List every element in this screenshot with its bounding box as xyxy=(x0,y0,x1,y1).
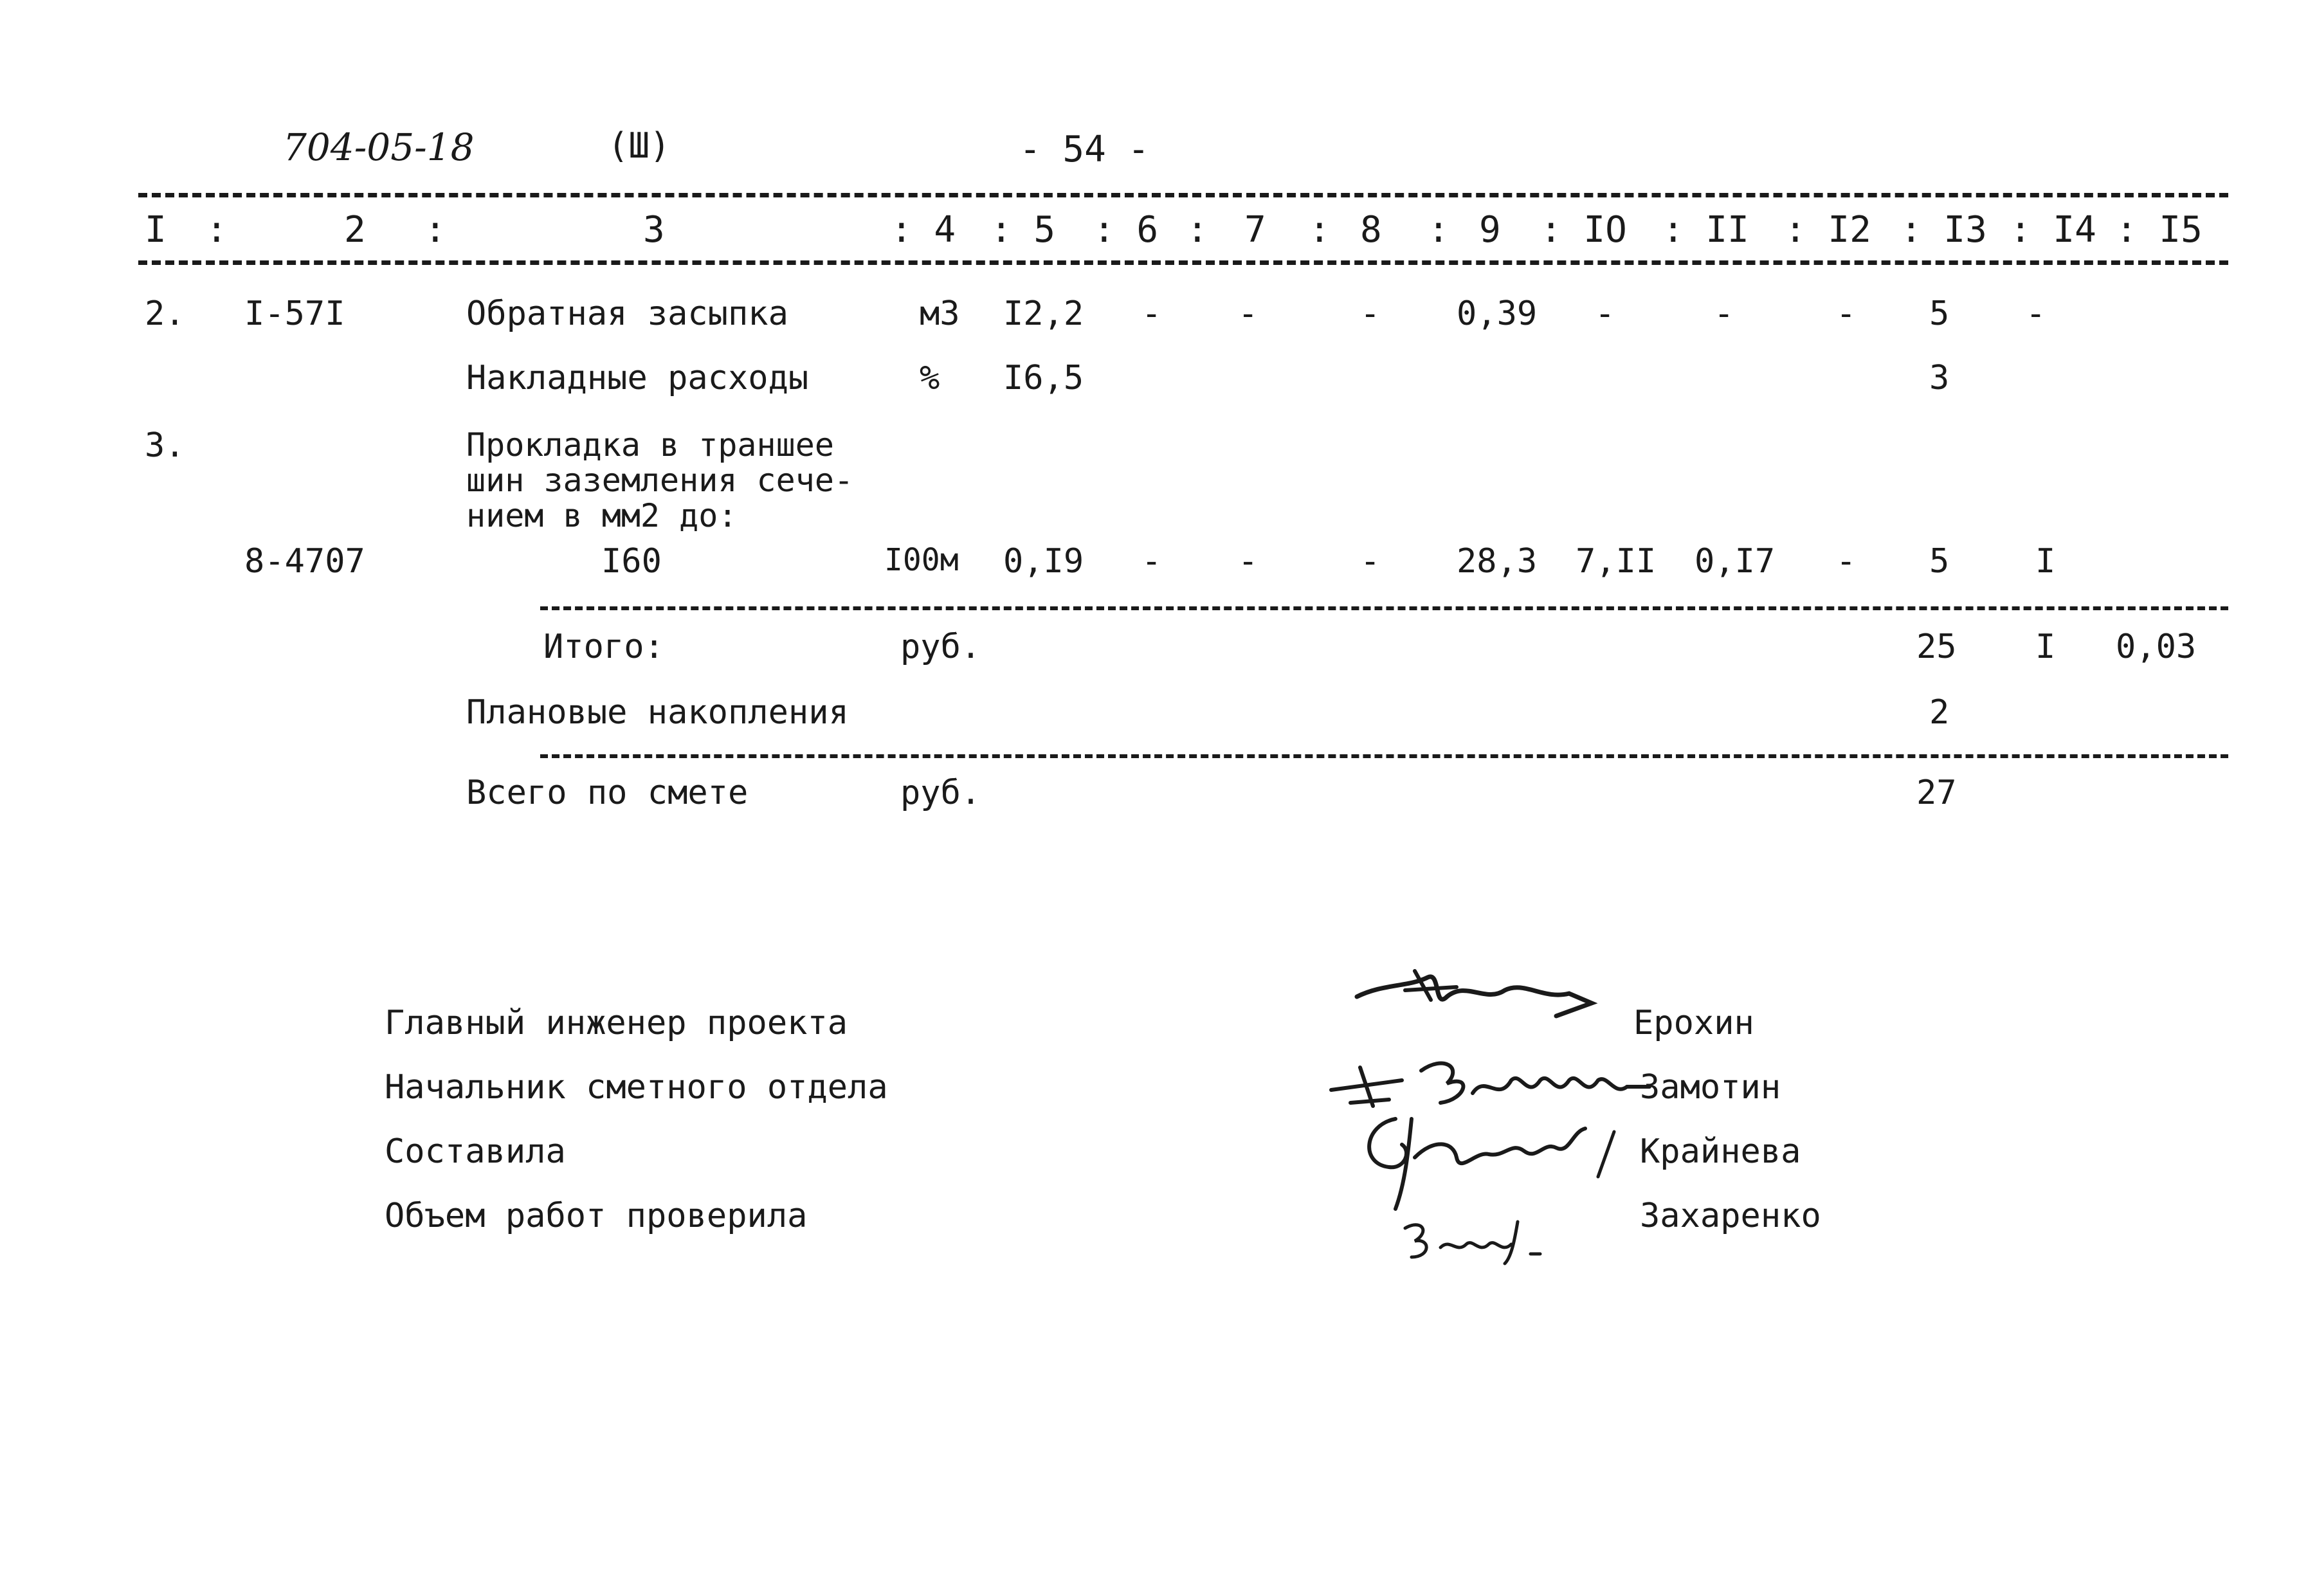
cell-13: 2 xyxy=(1929,693,1950,732)
signature-role: Составила xyxy=(385,1132,566,1171)
cell-6: - xyxy=(1141,542,1162,581)
row-code: 8-4707 xyxy=(244,542,365,581)
cell-11: 0,I7 xyxy=(1695,542,1776,581)
col-head-5: : 5 xyxy=(990,209,1056,251)
col-head-7: 7 xyxy=(1244,209,1266,251)
cell-13: 3 xyxy=(1929,359,1950,397)
row-unit: м3 xyxy=(920,295,960,333)
total-rule xyxy=(540,754,2228,758)
col-sep: : xyxy=(1309,209,1331,251)
signature-role: Объем работ проверила xyxy=(385,1197,808,1235)
cell-15: 0,03 xyxy=(2116,628,2197,666)
cell-10: - xyxy=(1595,295,1615,333)
signature-role: Главный инженер проекта xyxy=(385,1004,848,1042)
signatory-name: Захаренко xyxy=(1640,1197,1821,1235)
row-qty: I6,5 xyxy=(1003,359,1084,397)
cell-6: - xyxy=(1141,295,1162,333)
col-head-15: : I5 xyxy=(2116,209,2203,251)
cell-13: 5 xyxy=(1929,295,1950,333)
signatory-name: Замотин xyxy=(1640,1068,1781,1107)
signatory-name: Ерохин xyxy=(1633,1004,1754,1042)
cell-9: 0,39 xyxy=(1457,295,1538,333)
cell-7: - xyxy=(1238,295,1258,333)
cell-9: 28,3 xyxy=(1457,542,1538,581)
handwritten-signature-3 xyxy=(1350,1106,1633,1215)
row-unit: I00м xyxy=(884,542,959,578)
col-head-4: : 4 xyxy=(891,209,956,251)
cell-7: - xyxy=(1238,542,1258,581)
cell-14: I xyxy=(2035,628,2056,666)
cell-13: 5 xyxy=(1929,542,1950,581)
subtotal-rule xyxy=(540,606,2228,610)
top-rule-1 xyxy=(138,193,2228,197)
col-head-2: 2 xyxy=(344,209,366,251)
cell-8: - xyxy=(1360,542,1381,581)
row-qty: 0,I9 xyxy=(1003,542,1084,581)
signatory-name: Крайнева xyxy=(1640,1132,1801,1171)
row-qty: I2,2 xyxy=(1003,295,1084,333)
col-sep: : xyxy=(1186,209,1208,251)
cell-14: I xyxy=(2035,542,2056,581)
row-name-line-2: шин заземления сече- xyxy=(466,462,854,499)
cell-12: - xyxy=(1836,542,1857,581)
cell-13: 25 xyxy=(1916,628,1957,666)
cell-12: - xyxy=(1836,295,1857,333)
row-name: I60 xyxy=(601,542,662,581)
col-head-6: : 6 xyxy=(1093,209,1159,251)
row-number: 2. xyxy=(145,295,185,333)
row-unit: руб. xyxy=(900,628,981,666)
col-head-11: : II xyxy=(1662,209,1749,251)
row-code: I-57I xyxy=(244,295,345,333)
row-name: Итого: xyxy=(543,628,664,666)
col-head-9: 9 xyxy=(1479,209,1501,251)
row-number: 3. xyxy=(145,426,185,465)
col-head-8: 8 xyxy=(1360,209,1382,251)
document-code: 704-05-18 xyxy=(283,125,475,169)
cell-10: 7,II xyxy=(1576,542,1657,581)
page-number: - 54 - xyxy=(1019,129,1150,170)
signature-role: Начальник сметного отдела xyxy=(385,1068,888,1107)
col-head-13: : I3 xyxy=(1900,209,1987,251)
col-head-10: : IO xyxy=(1540,209,1627,251)
section-marker: (Ш) xyxy=(608,125,671,166)
row-name: Обратная засыпка xyxy=(466,295,788,333)
cell-14: - xyxy=(2026,295,2046,333)
col-sep: : xyxy=(424,209,446,251)
col-sep: : xyxy=(1428,209,1449,251)
cell-13: 27 xyxy=(1916,774,1957,812)
row-name: Накладные расходы xyxy=(466,359,809,397)
col-head-3: 3 xyxy=(643,209,665,251)
col-head-1: I xyxy=(145,209,167,251)
cell-8: - xyxy=(1360,295,1381,333)
row-name: Всего по смете xyxy=(466,774,749,812)
col-head-14: : I4 xyxy=(2010,209,2096,251)
row-name-line-1: Прокладка в траншее xyxy=(466,426,834,464)
col-head-12: : I2 xyxy=(1785,209,1871,251)
col-sep: : xyxy=(206,209,228,251)
cell-11: - xyxy=(1714,295,1734,333)
row-unit: руб. xyxy=(900,774,981,812)
handwritten-signature-1 xyxy=(1344,952,1614,1035)
handwritten-signature-4 xyxy=(1395,1209,1550,1267)
top-rule-2 xyxy=(138,260,2228,265)
row-name-line-3: нием в мм2 до: xyxy=(466,497,738,534)
row-name: Плановые накопления xyxy=(466,693,849,732)
row-unit: % xyxy=(920,359,940,397)
